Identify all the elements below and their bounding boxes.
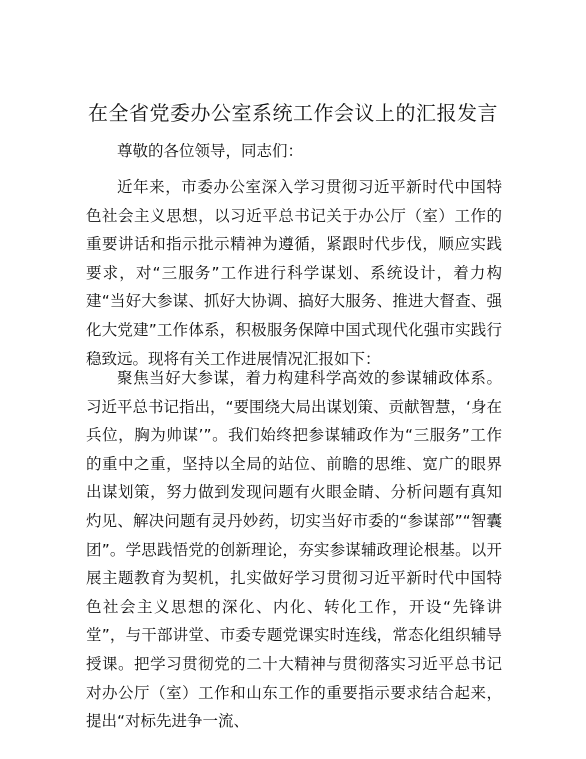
salutation: 尊敬的各位领导，同志们：	[117, 142, 304, 160]
document-title: 在全省党委办公室系统工作会议上的汇报发言	[88, 101, 498, 125]
paragraph: 近年来，市委办公室深入学习贯彻习近平新时代中国特色社会主义思想，以习近平总书记关于办公厅（室）工作的重要讲话和指示批示精神为遵循，紧跟时代步伐，顺应实践要求，对“三服务”工作进行科学谋划、系统设计，着力构建“当好大参谋、抓好大协调、搞好大服务、推进大督查、强化大党建”工作体系，积极服务保障中国式现代化强市实践行稳致远。现将有关工作进展情况汇报如下：	[86, 178, 502, 368]
paragraph: 聚焦当好大参谋，着力构建科学高效的参谋辅政体系。习近平总书记指出，“要围绕大局出谋划策、贡献智慧，‘身在兵位，胸为帅谋’”。我们始终把参谋辅政作为“三服务”工作的重中之重，坚持以全局的站位、前瞻的思维、宽广的眼界出谋划策，努力做到发现问题有火眼金睛、分析问题有真知灼见、解决问题有灵丹妙药，切实当好市委的“参谋部”“智囊团”。学思践悟党的创新理论，夯实参谋辅政理论根基。以开展主题教育为契机，扎实做好学习贯彻习近平新时代中国特色社会主义思想的深化、内化、转化工作，开设“先锋讲堂”，与干部讲堂、市委专题党课实时连线，常态化组织辅导授课。把学习贯彻党的二十大精神与贯彻落实习近平总书记对办公厅（室）工作和山东工作的重要指示要求结合起来，提出“对标先进争一流、	[86, 369, 502, 731]
